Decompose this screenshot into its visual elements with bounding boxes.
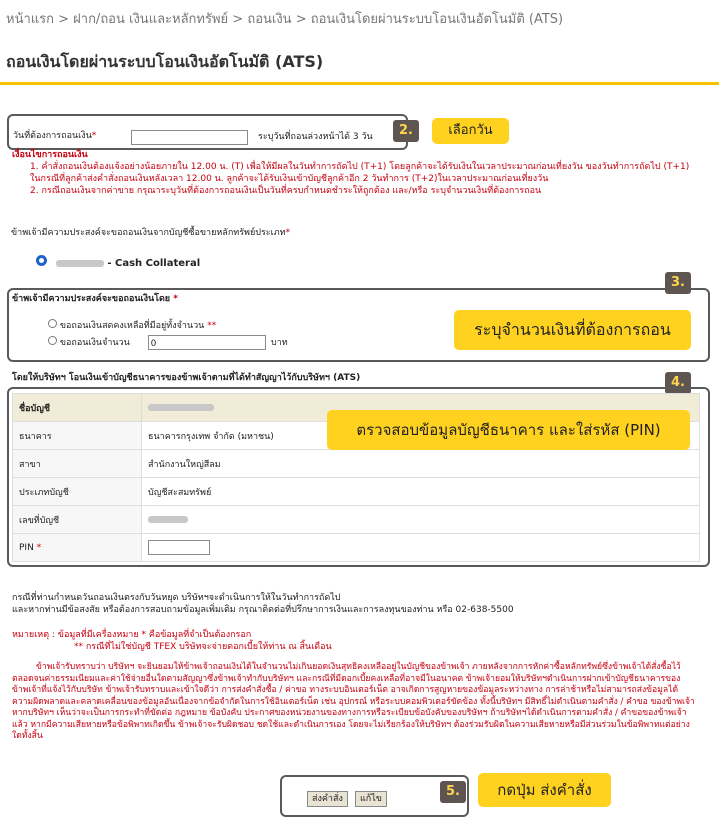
withdraw-date-input[interactable] xyxy=(131,130,248,145)
step-badge-3: 3. xyxy=(665,272,691,294)
remark-2: ** กรณีที่ไม่ใช่บัญชี TFEX บริษัทจะจ่ายดอกเบี้ยให้ท่าน ณ สิ้นเดือน xyxy=(74,642,332,652)
pin-cell xyxy=(142,534,700,562)
table-row xyxy=(13,450,700,478)
button-group xyxy=(307,786,387,807)
account-type-key: ประเภทบัญชี xyxy=(13,478,142,506)
bank-section-label: โดยให้บริษัทฯ โอนเงินเข้าบัญชีธนาคารของข้าพเจ้าตามที่ได้ทำสัญญาไว้กับบริษัทฯ (ATS) xyxy=(12,373,361,383)
callout-press-submit: กดปุ่ม ส่งคำสั่ง xyxy=(478,773,611,807)
step-badge-2: 2. xyxy=(393,120,419,142)
callout-verify-bank: ตรวจสอบข้อมูลบัญชีธนาคาร และใส่รหัส (PIN) xyxy=(327,410,690,450)
conditions-block xyxy=(12,149,698,197)
account-option-label: - Cash Collateral xyxy=(107,258,201,269)
option-amount-label: ขอถอนเงินจำนวน xyxy=(59,338,130,348)
callout-enter-amount: ระบุจำนวนเงินที่ต้องการถอน xyxy=(454,310,691,350)
pin-key: PIN * xyxy=(13,534,142,562)
holiday-note-2: และหากท่านมีข้อสงสัย หรือต้องการสอบถามข้อมูลเพิ่มเติม กรุณาติดต่อที่ปรึกษาการเงินและการลงทุนของท่าน หรือ 02-638-5500 xyxy=(12,605,514,615)
account-number-key: เลขที่บัญชี xyxy=(13,506,142,534)
table-row xyxy=(13,506,700,534)
breadcrumb[interactable]: หน้าแรก > ฝาก/ถอน เงินและหลักทรัพย์ > ถอนเงิน > ถอนเงินโดยผ่านระบบโอนเงินอัตโนมัติ (ATS) xyxy=(6,12,564,27)
disclaimer: ข้าพเจ้ารับทราบว่า บริษัทฯ จะยินยอมให้ข้าพเจ้าถอนเงินได้ในจำนวนไม่เกินยอดเงินสุทธิคงเหลืออยู่ในบัญชีของข้าพเจ้า ภายหลังจากการหักค่าซื้อหลักทรัพย์ซึ่งข้าพเจ้าได้สั่งซื้อไว้ตลอดจนค่าธรรมเนียมและค่าใช้จ่ายอื่นใดตามสัญญาซึ่งข้าพเจ้าทำกับบริษัทฯ และกรณีที่มีดอกเบี้ยคงเหลือที่อาจมีในอนาคต ข้าพเจ้ายอมให้บริษัทฯดำเนินการฝากเข้าบัญชีธนาคารของข้าพเจ้าที่แจ้งไว้กับบริษัท ข้าพเจ้ารับทราบและเข้าใจดีว่า การส่งคำสั่งซื้อ / ค่าขอ ทางระบบอินเตอร์เน็ต อาจเกิดการสูญหายของข้อมูลระหว่างทาง การล่าช้าหรือไม่สามารถส่งข้อมูลได้ ความผิดพลาดและคลาดเคลื่อนของข้อมูลอันเนื่องจากข้อจำกัดในการใช้อินเตอร์เน็ต เช่น อุปกรณ์ หรือระบบคอมพิวเตอร์ขัดข้อง ทั้งนี้บริษัทฯ มีสิทธิ์ไม่ดำเนินตามคำสั่ง / คำขอ ของข้าพเจ้า หากบริษัทฯ เห็นว่าจะเป็นการกระทำที่ขัดต่อ กฎหมาย ข้อบังคับ ประกาศของหน่วยงานของทางการหรือระเบียบข้อบังคับของบริษัทฯ ถ้าบริษัทฯได้ดำเนินการตามคำสั่ง / คำขอของข้าพเจ้าแล้ว หากมีความเสียหายหรือข้อพิพาทเกิดขึ้น ข้าพเจ้าจะรับผิดชอบ ชดใช้และดำเนินการเอง โดยจะไม่เรียกร้องให้บริษัทฯ ต้องร่วมรับผิดในความเสียหายหรือมีส่วนร่วมในข้อพิพาทแต่อย่างใดทั้งสิ้น xyxy=(12,662,695,741)
submit-button[interactable]: ส่งคำสั่ง xyxy=(307,791,348,807)
method-label: ข้าพเจ้ามีความประสงค์จะขอถอนเงินโดย xyxy=(12,294,171,304)
account-name-redacted xyxy=(148,404,214,411)
required-mark: * xyxy=(173,294,178,304)
account-type-value: บัญชีสะสมทรัพย์ xyxy=(142,478,700,506)
table-row xyxy=(13,478,700,506)
bank-key: ธนาคาร xyxy=(13,422,142,450)
account-type-row xyxy=(11,227,290,239)
bank-value: ธนาคารกรุงเทพ จำกัด (มหาชน) xyxy=(142,422,700,450)
required-mark: * xyxy=(36,542,42,553)
option-amount-row[interactable] xyxy=(48,336,130,349)
remark-1: หมายเหตุ : ข้อมูลที่มีเครื่องหมาย * คือข้อมูลที่จำเป็นต้องกรอก xyxy=(12,630,252,640)
account-radio[interactable] xyxy=(36,255,47,266)
holiday-notes xyxy=(12,592,514,616)
double-star-mark: ** xyxy=(207,321,217,331)
date-row xyxy=(13,130,96,142)
account-option[interactable] xyxy=(36,255,200,269)
page-title: ถอนเงินโดยผ่านระบบโอนเงินอัตโนมัติ (ATS) xyxy=(6,52,324,71)
account-number-redacted xyxy=(56,260,104,267)
option-amount-radio[interactable] xyxy=(48,336,57,345)
condition-1: 1. คำสั่งถอนเงินต้องแจ้งอย่างน้อยภายใน 12.00 น. (T) เพื่อให้มีผลในวันทำการถัดไป (T+1) โดยลูกค้าจะได้รับเงินในเวลาประมาณก่อนเที่ยงวัน ของวันทำการถัดไป (T+1) ในกรณีที่ลูกค้าส่งคำสั่งถอนเงินหลังเวลา 12.00 น. ลูกค้าจะได้รับเงินเข้าบัญชีลูกค้าอีก 2 วันทำการ (T+2)ในเวลาประมาณก่อนเที่ยงวัน xyxy=(30,162,690,184)
branch-key: สาขา xyxy=(13,450,142,478)
account-type-label: ข้าพเจ้ามีความประสงค์จะขอถอนเงินจากบัญชีซื้อขายหลักทรัพย์ประเภท xyxy=(11,228,286,238)
step-badge-4: 4. xyxy=(665,372,691,394)
date-hint: ระบุวันที่ถอนล่วงหน้าได้ 3 วัน xyxy=(258,132,373,142)
pin-input[interactable] xyxy=(148,540,210,555)
holiday-note-1: กรณีที่ท่านกำหนดวันถอนเงินตรงกับวันหยุด บริษัทฯจะดำเนินการให้ในวันทำการถัดไป xyxy=(12,593,341,603)
condition-2: 2. กรณีถอนเงินจากค่าขาย กรุณาระบุวันที่ต้องการถอนเงินเป็นวันที่ครบกำหนดชำระให้ถูกต้อง และ/หรือ ระบุจำนวนเงินที่ต้องการถอน xyxy=(30,186,542,196)
reset-button[interactable]: แก้ไข xyxy=(355,791,387,807)
step-badge-5: 5. xyxy=(440,781,466,803)
table-row xyxy=(13,534,700,562)
date-label: วันที่ต้องการถอนเงิน xyxy=(13,131,92,141)
required-mark: * xyxy=(91,131,97,141)
option-all-radio[interactable] xyxy=(48,319,57,328)
title-divider xyxy=(0,82,719,85)
remarks xyxy=(12,629,332,653)
method-row xyxy=(12,293,178,305)
amount-input[interactable] xyxy=(148,335,266,350)
conditions-title: เงื่อนไขการถอนเงิน xyxy=(12,150,88,160)
account-name-key: ชื่อบัญชี xyxy=(13,394,142,422)
required-mark: * xyxy=(285,228,291,238)
callout-choose-date: เลือกวัน xyxy=(432,118,509,144)
option-all-row[interactable] xyxy=(48,319,216,332)
account-number-redacted xyxy=(148,516,188,523)
option-all-label: ขอถอนเงินสดคงเหลือที่มีอยู่ทั้งจำนวน xyxy=(59,321,205,331)
account-number-value xyxy=(142,506,700,534)
amount-unit: บาท xyxy=(271,338,288,348)
branch-value: สำนักงานใหญ่สีลม xyxy=(142,450,700,478)
